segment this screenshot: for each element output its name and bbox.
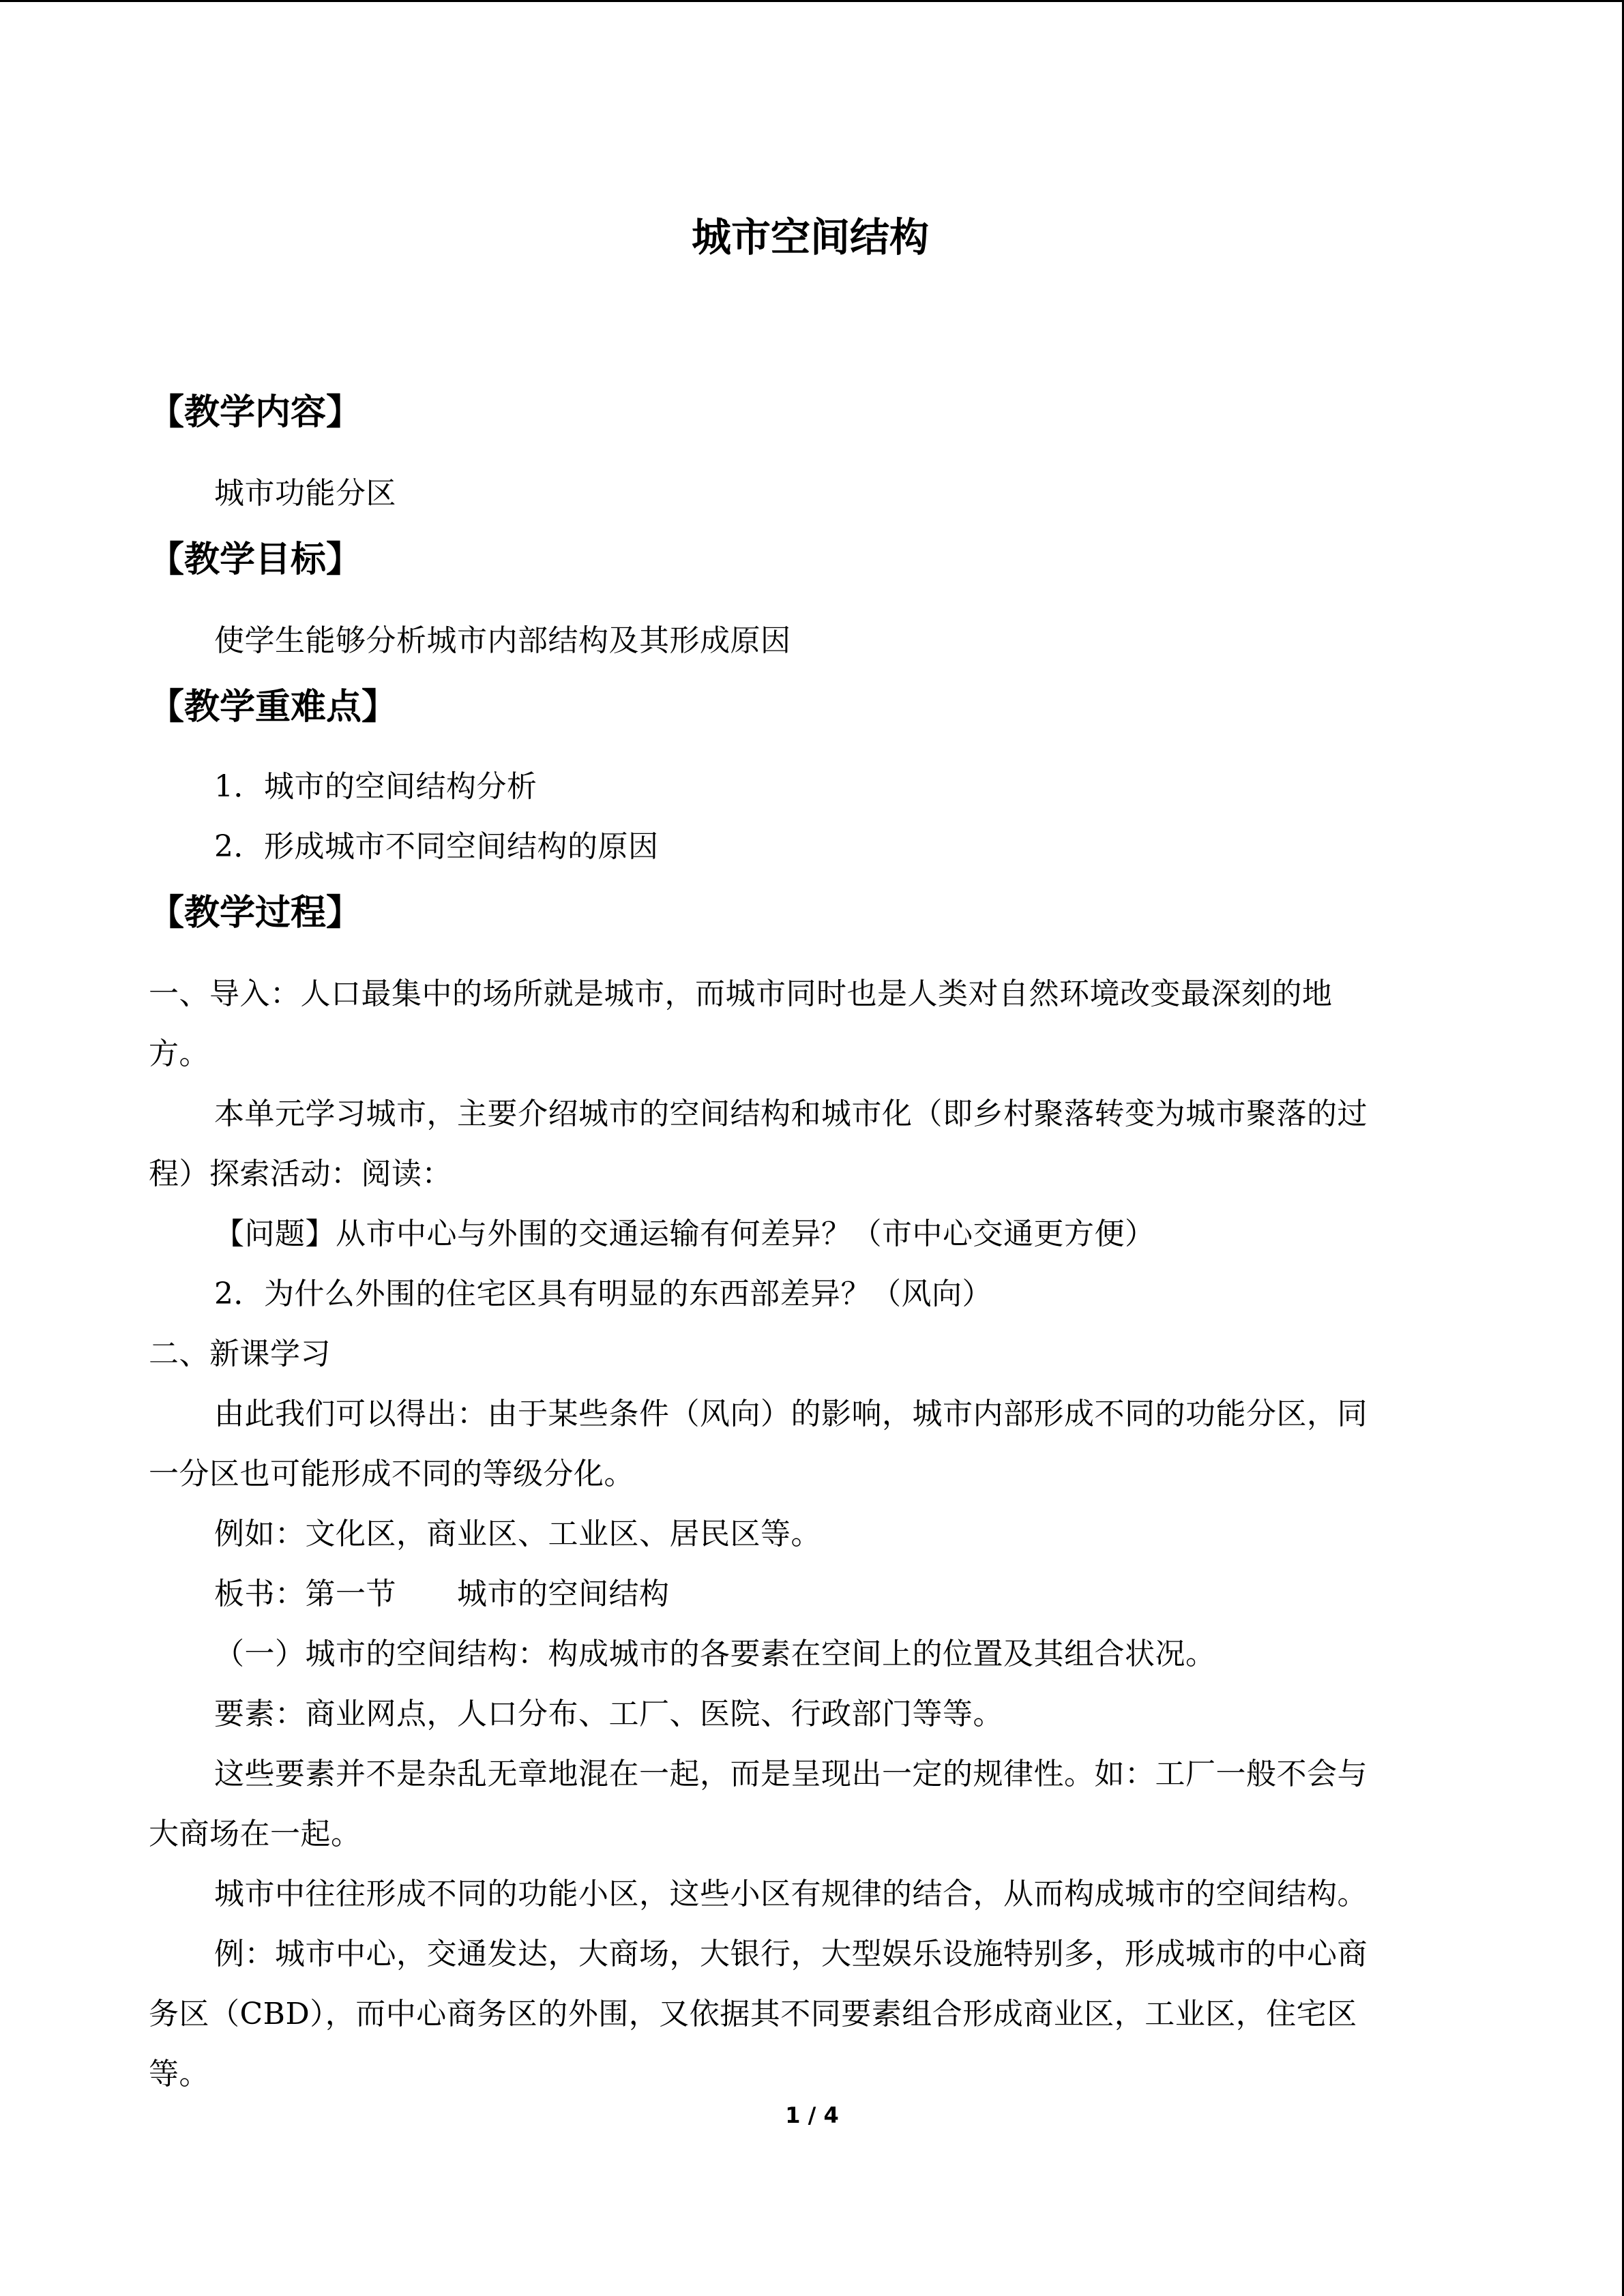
body-line: 城市中往往形成不同的功能小区，这些小区有规律的结合，从而构成城市的空间结构。: [214, 1877, 1368, 1911]
body-line: （一）城市的空间结构：构成城市的各要素在空间上的位置及其组合状况。: [214, 1637, 1216, 1671]
body-line: 由此我们可以得出：由于某些条件（风向）的影响，城市内部形成不同的功能分区，同: [214, 1397, 1368, 1431]
body-line: 这些要素并不是杂乱无章地混在一起，而是呈现出一定的规律性。如：工厂一般不会与: [214, 1757, 1368, 1791]
teaching-content-text: 城市功能分区: [214, 476, 396, 511]
heading-teaching-process: 【教学过程】: [149, 893, 362, 934]
body-line: 【问题】从市中心与外围的交通运输有何差异？（市中心交通更方便）: [214, 1217, 1155, 1251]
page-number: 1 / 4: [785, 2102, 839, 2128]
heading-teaching-content: 【教学内容】: [149, 392, 362, 433]
body-line: 例如：文化区，商业区、工业区、居民区等。: [214, 1517, 821, 1551]
body-line: 大商场在一起。: [149, 1817, 361, 1851]
body-line: 等。: [149, 2057, 209, 2091]
body-line: 程）探索活动：阅读：: [149, 1157, 452, 1191]
heading-key-points: 【教学重难点】: [149, 687, 398, 728]
key-point-2: 2．形成城市不同空间结构的原因: [214, 829, 659, 864]
teaching-goal-text: 使学生能够分析城市内部结构及其形成原因: [214, 623, 791, 658]
page-top-border: [0, 0, 1624, 2]
document-title: 城市空间结构: [691, 214, 929, 260]
body-line: 一分区也可能形成不同的等级分化。: [149, 1457, 634, 1491]
body-line: 要素：商业网点，人口分布、工厂、医院、行政部门等等。: [214, 1697, 1003, 1731]
body-line: 方。: [149, 1037, 209, 1071]
body-line: 务区（CBD），而中心商务区的外围，又依据其不同要素组合形成商业区，工业区，住宅区: [149, 1997, 1357, 2031]
body-line: 本单元学习城市，主要介绍城市的空间结构和城市化（即乡村聚落转变为城市聚落的过: [214, 1097, 1368, 1131]
body-line: 2．为什么外围的住宅区具有明显的东西部差异？（风向）: [214, 1277, 992, 1311]
body-line: 一、导入：人口最集中的场所就是城市，而城市同时也是人类对自然环境改变最深刻的地: [149, 976, 1333, 1011]
body-line: 二、新课学习: [149, 1337, 331, 1371]
heading-teaching-goal: 【教学目标】: [149, 539, 362, 580]
key-point-1: 1．城市的空间结构分析: [214, 769, 537, 804]
body-line: 例：城市中心，交通发达，大商场，大银行，大型娱乐设施特别多，形成城市的中心商: [214, 1937, 1368, 1971]
body-line: 板书：第一节 城市的空间结构: [214, 1577, 670, 1611]
